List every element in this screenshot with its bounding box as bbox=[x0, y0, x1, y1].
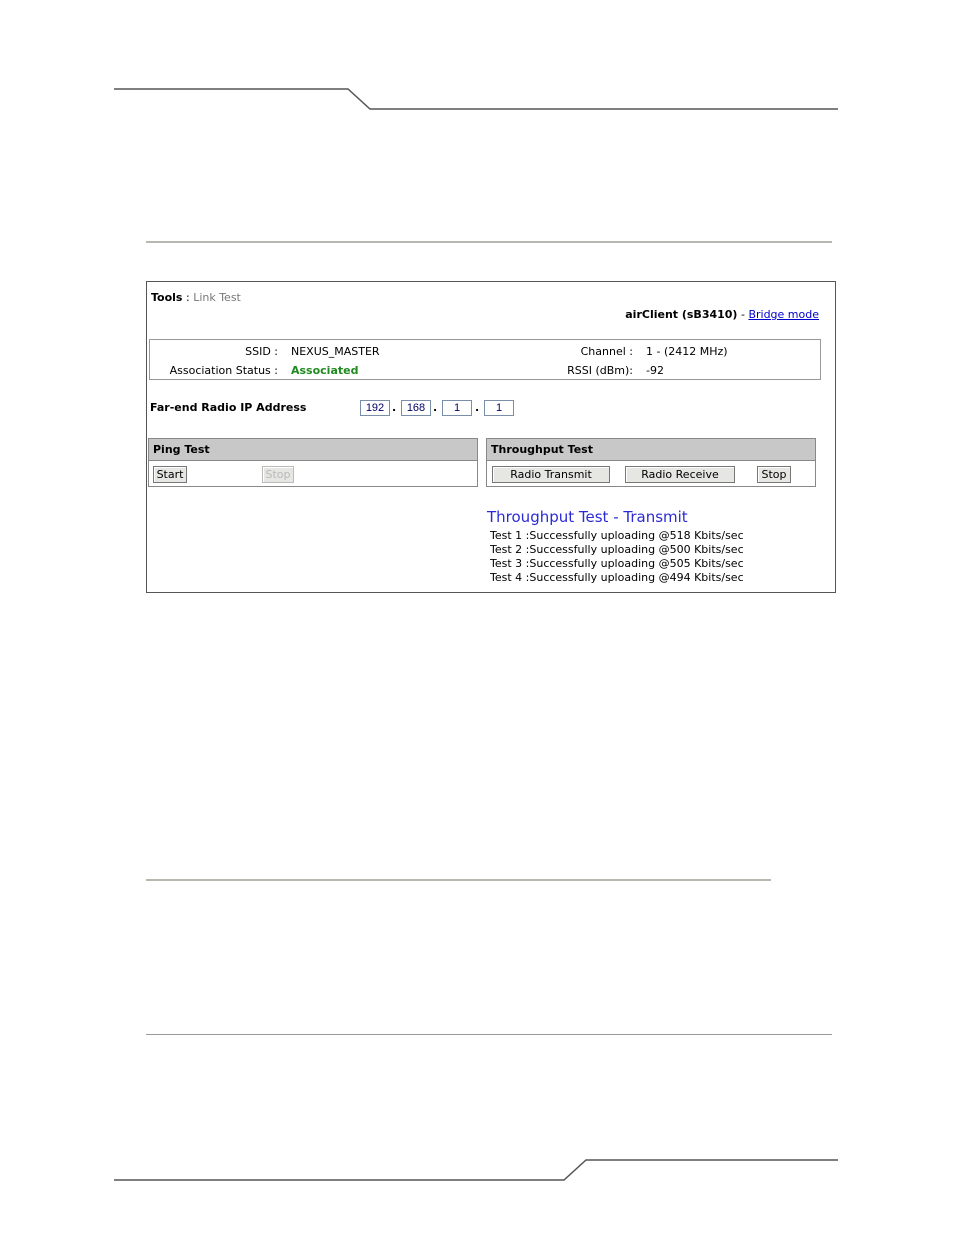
breadcrumb-separator: : bbox=[182, 291, 194, 304]
device-name: airClient (sB3410) bbox=[625, 308, 738, 321]
association-status-value: Associated bbox=[291, 364, 359, 377]
breadcrumb-section[interactable]: Tools bbox=[151, 291, 183, 304]
channel-label: Channel : bbox=[580, 345, 633, 358]
ping-test-section bbox=[148, 438, 478, 487]
radio-transmit-button[interactable]: Radio Transmit bbox=[492, 466, 610, 483]
result-line: Test 4 :Successfully uploading @494 Kbits/sec bbox=[490, 571, 744, 584]
result-line: Test 2 :Successfully uploading @500 Kbits/sec bbox=[490, 543, 744, 556]
far-end-ip-label: Far-end Radio IP Address bbox=[150, 401, 307, 414]
breadcrumb bbox=[151, 291, 241, 304]
association-status-label: Association Status : bbox=[169, 364, 278, 377]
breadcrumb-page: Link Test bbox=[193, 291, 241, 304]
divider-top bbox=[146, 241, 832, 243]
rssi-value: -92 bbox=[646, 364, 664, 377]
footer-tab-line bbox=[114, 1160, 838, 1180]
ip-dot-2: . bbox=[433, 401, 438, 414]
ip-dot-3: . bbox=[475, 401, 480, 414]
status-box bbox=[149, 339, 821, 380]
ip-octet-2-input[interactable] bbox=[401, 400, 431, 416]
ip-octet-4-input[interactable] bbox=[484, 400, 514, 416]
results-title: Throughput Test - Transmit bbox=[487, 508, 688, 526]
header-tab-line bbox=[114, 89, 838, 109]
bridge-mode-link[interactable]: Bridge mode bbox=[748, 308, 819, 321]
ping-start-button[interactable]: Start bbox=[153, 466, 187, 483]
ip-dot-1: . bbox=[392, 401, 397, 414]
radio-receive-button[interactable]: Radio Receive bbox=[625, 466, 735, 483]
throughput-stop-button[interactable]: Stop bbox=[757, 466, 791, 483]
device-info bbox=[625, 308, 819, 321]
throughput-test-title: Throughput Test bbox=[487, 439, 815, 461]
ip-octet-3-input[interactable] bbox=[442, 400, 472, 416]
ssid-label: SSID : bbox=[245, 345, 278, 358]
link-test-panel bbox=[146, 281, 836, 593]
channel-value: 1 - (2412 MHz) bbox=[646, 345, 728, 358]
result-line: Test 1 :Successfully uploading @518 Kbits/sec bbox=[490, 529, 744, 542]
throughput-test-section bbox=[486, 438, 816, 487]
ip-octet-1-input[interactable] bbox=[360, 400, 390, 416]
divider-bottom bbox=[146, 1034, 832, 1035]
ping-test-title: Ping Test bbox=[149, 439, 477, 461]
device-separator: - bbox=[737, 308, 749, 321]
ssid-value: NEXUS_MASTER bbox=[291, 345, 380, 358]
divider-middle bbox=[146, 879, 771, 881]
rssi-label: RSSI (dBm): bbox=[567, 364, 633, 377]
result-line: Test 3 :Successfully uploading @505 Kbits/sec bbox=[490, 557, 744, 570]
ping-stop-button[interactable]: Stop bbox=[262, 466, 294, 483]
